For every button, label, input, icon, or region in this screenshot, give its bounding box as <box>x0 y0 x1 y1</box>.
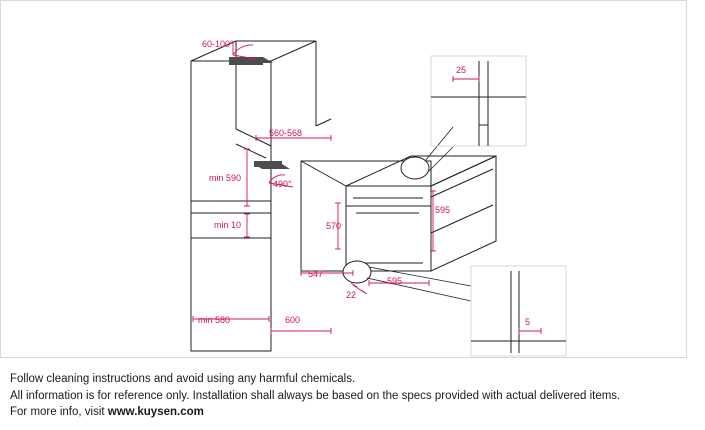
detail-top-label: 25 <box>456 65 467 75</box>
detail-bottom-right <box>471 266 566 356</box>
dim-min-cabinet-height: min 590 <box>209 173 242 183</box>
cabinet-outline <box>191 41 331 351</box>
notes-block <box>10 371 700 421</box>
dim-oven-height: 595 <box>435 205 451 215</box>
installation-diagram <box>1 1 688 359</box>
dim-angle-top: 60-100° <box>202 39 234 49</box>
dimension-lines <box>193 43 436 334</box>
callout-markers <box>343 157 429 283</box>
dim-min-gap: min 10 <box>214 220 242 230</box>
dim-door-open-angle: 490° <box>273 179 292 189</box>
dim-oven-depth: 547 <box>308 269 324 279</box>
note-line-1: Follow cleaning instructions and avoid using any harmful chemicals. <box>10 373 356 385</box>
dim-opening-width: 560-568 <box>269 128 303 138</box>
website-link[interactable]: www.kuysen.com <box>107 406 204 418</box>
dim-plinth: 22 <box>346 290 357 300</box>
note-line-3-text: For more info, visit <box>10 406 108 418</box>
oven-door-details <box>346 169 493 263</box>
detail-bottom-dimension <box>519 328 541 334</box>
detail-top-dimension <box>453 76 479 82</box>
cabinet-shading <box>229 57 290 169</box>
dim-min-depth: min 580 <box>198 315 231 325</box>
note-line-2: All information is for reference only. Installation shall always be based on the specs provided with actual delivered items. <box>10 389 621 402</box>
dim-oven-width: 595 <box>387 276 403 286</box>
dim-cabinet-depth: 600 <box>285 315 301 325</box>
note-line-3 <box>10 404 700 421</box>
callout-leader-lines <box>367 127 471 301</box>
detail-bottom-label: 5 <box>525 317 531 327</box>
detail-top-right <box>431 56 526 146</box>
dim-oven-depth-inner: 570 <box>326 221 342 231</box>
